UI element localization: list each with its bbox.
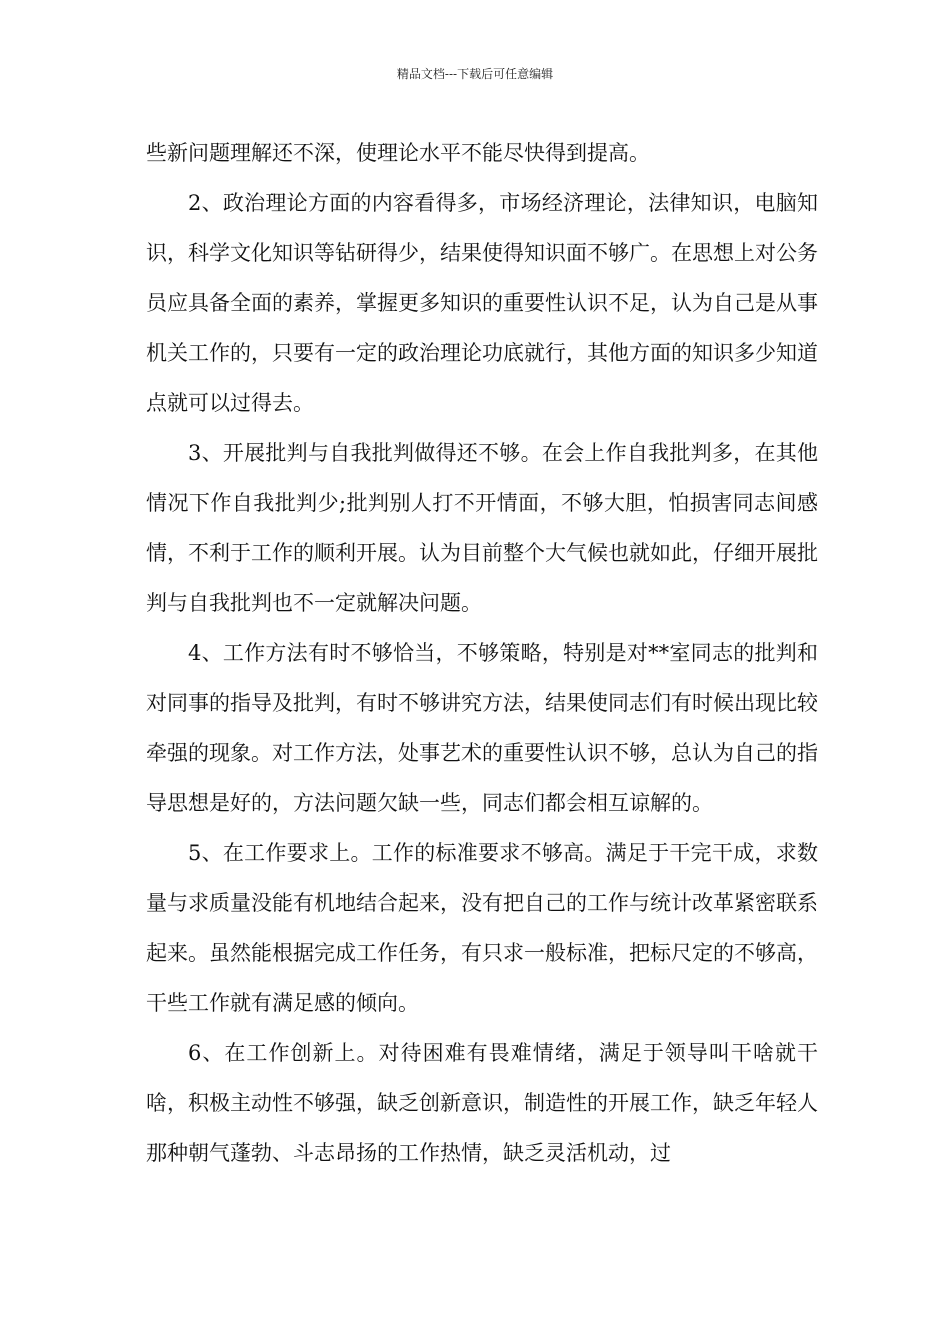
paragraph-item-6: 6、在工作创新上。对待困难有畏难情绪，满足于领导叫干啥就干啥，积极主动性不够强，缺乏创新意识，制造性的开展工作，缺乏年轻人那种朝气蓬勃、斗志昂扬的工作热情，缺乏灵活机动，过 [146, 1041, 818, 1165]
paragraph-item-4: 4、工作方法有时不够恰当，不够策略，特别是对**室同志的批判和对同事的指导及批判，有时不够讲究方法，结果使同志们有时候出现比较牵强的现象。对工作方法，处事艺术的重要性认识不够，总认为自己的指导思想是好的，方法问题欠缺一些，同志们都会相互谅解的。 [146, 641, 818, 815]
paragraph-item-3: 3、开展批判与自我批判做得还不够。在会上作自我批判多，在其他情况下作自我批判少;批判别人打不开情面，不够大胆，怕损害同志间感情，不利于工作的顺利开展。认为目前整个大气候也就如此，仔细开展批判与自我批判也不一定就解决问题。 [146, 441, 818, 615]
paragraph-continuation: 些新问题理解还不深，使理论水平不能尽快得到提高。 [146, 141, 650, 165]
page-header: 精品文档---下载后可任意编辑 [396, 67, 554, 81]
paragraph-item-5: 5、在工作要求上。工作的标准要求不够高。满足于干完干成，求数量与求质量没能有机地结合起来，没有把自己的工作与统计改革紧密联系起来。虽然能根据完成工作任务，有只求一般标准，把标尺定的不够高，干些工作就有满足感的倾向。 [146, 841, 818, 1015]
paragraph-item-2: 2、政治理论方面的内容看得多，市场经济理论，法律知识，电脑知识，科学文化知识等钻研得少，结果使得知识面不够广。在思想上对公务员应具备全面的素养，掌握更多知识的重要性认识不足，认为自己是从事机关工作的，只要有一定的政治理论功底就行，其他方面的知识多少知道点就可以过得去。 [146, 191, 818, 415]
document-body [146, 128, 818, 1178]
